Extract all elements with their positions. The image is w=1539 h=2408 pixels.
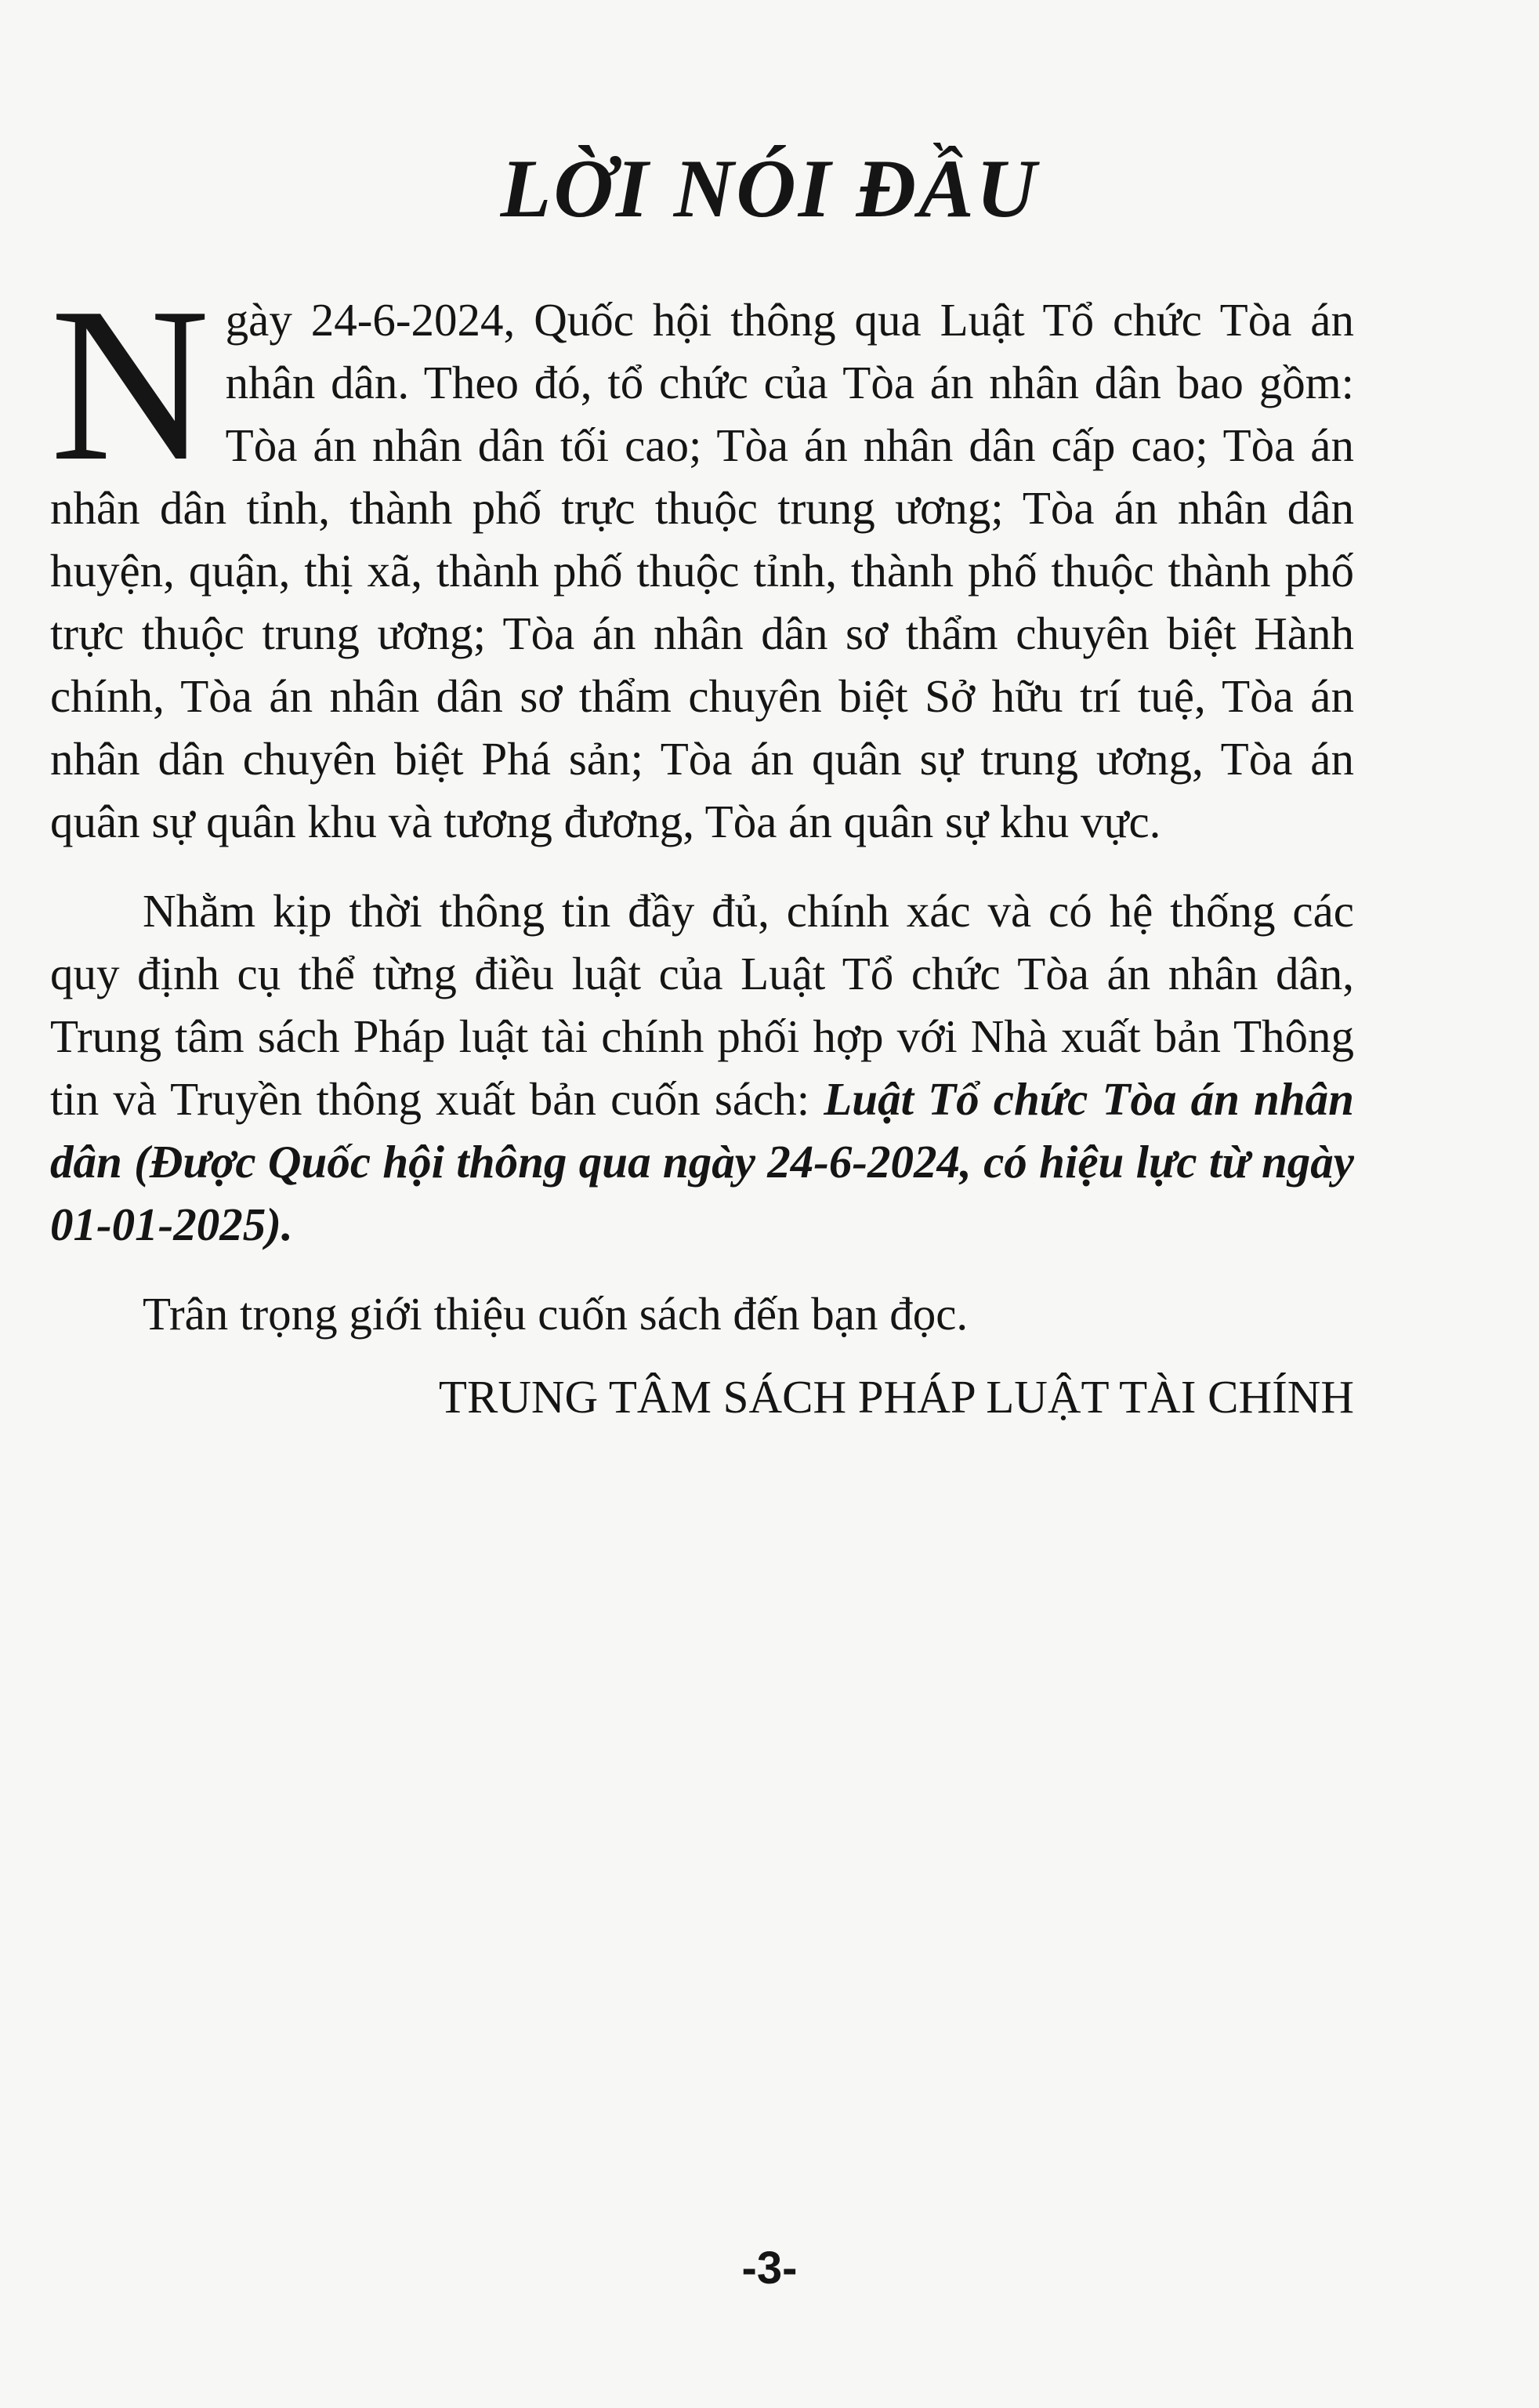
paragraph-publication-text: Nhằm kịp thời thông tin đầy đủ, chính xác và có hệ thống các quy định cụ thể từng điều luật của Luật Tổ chức Tòa án nhân dân, Trung tâm sách Pháp luật tài chính phối hợp với Nhà xuất bản Thông tin và Truyền thông xuất bản cuốn sách: (50, 885, 1354, 1125)
paragraph-intro (50, 262, 1354, 853)
page-title: LỜI NÓI ĐẦU (500, 143, 1039, 234)
paragraph-publication (50, 879, 1354, 1256)
body-text (50, 262, 1354, 1428)
paragraph-intro-text: gày 24-6-2024, Quốc hội thông qua Luật Tổ chức Tòa án nhân dân. Theo đó, tổ chức của Tòa án nhân dân bao gồm: Tòa án nhân dân tối cao; Tòa án nhân dân cấp cao; Tòa án nhân dân tỉnh, thành phố trực thuộc trung ương; Tòa án nhân dân huyện, quận, thị xã, thành phố thuộc tỉnh, thành phố thuộc thành phố trực thuộc trung ương; Tòa án nhân dân sơ thẩm chuyên biệt Hành chính, Tòa án nhân dân sơ thẩm chuyên biệt Sở hữu trí tuệ, Tòa án nhân dân chuyên biệt Phá sản; Tòa án quân sự trung ương, Tòa án quân sự quân khu và tương đương, Tòa án quân sự khu vực. (50, 294, 1354, 847)
paragraph-closing-text: Trân trọng giới thiệu cuốn sách đến bạn đọc. (143, 1288, 969, 1340)
signature-line: TRUNG TÂM SÁCH PHÁP LUẬT TÀI CHÍNH (438, 1371, 1354, 1423)
drop-cap: N (50, 262, 210, 506)
paragraph-closing (50, 1282, 1354, 1345)
page-number: -3- (741, 2243, 798, 2294)
book-title-emphasis: Luật Tổ chức Tòa án nhân dân (Được Quốc hội thông qua ngày 24-6-2024, có hiệu lực từ ngày 01-01-2025). (50, 1073, 1354, 1250)
